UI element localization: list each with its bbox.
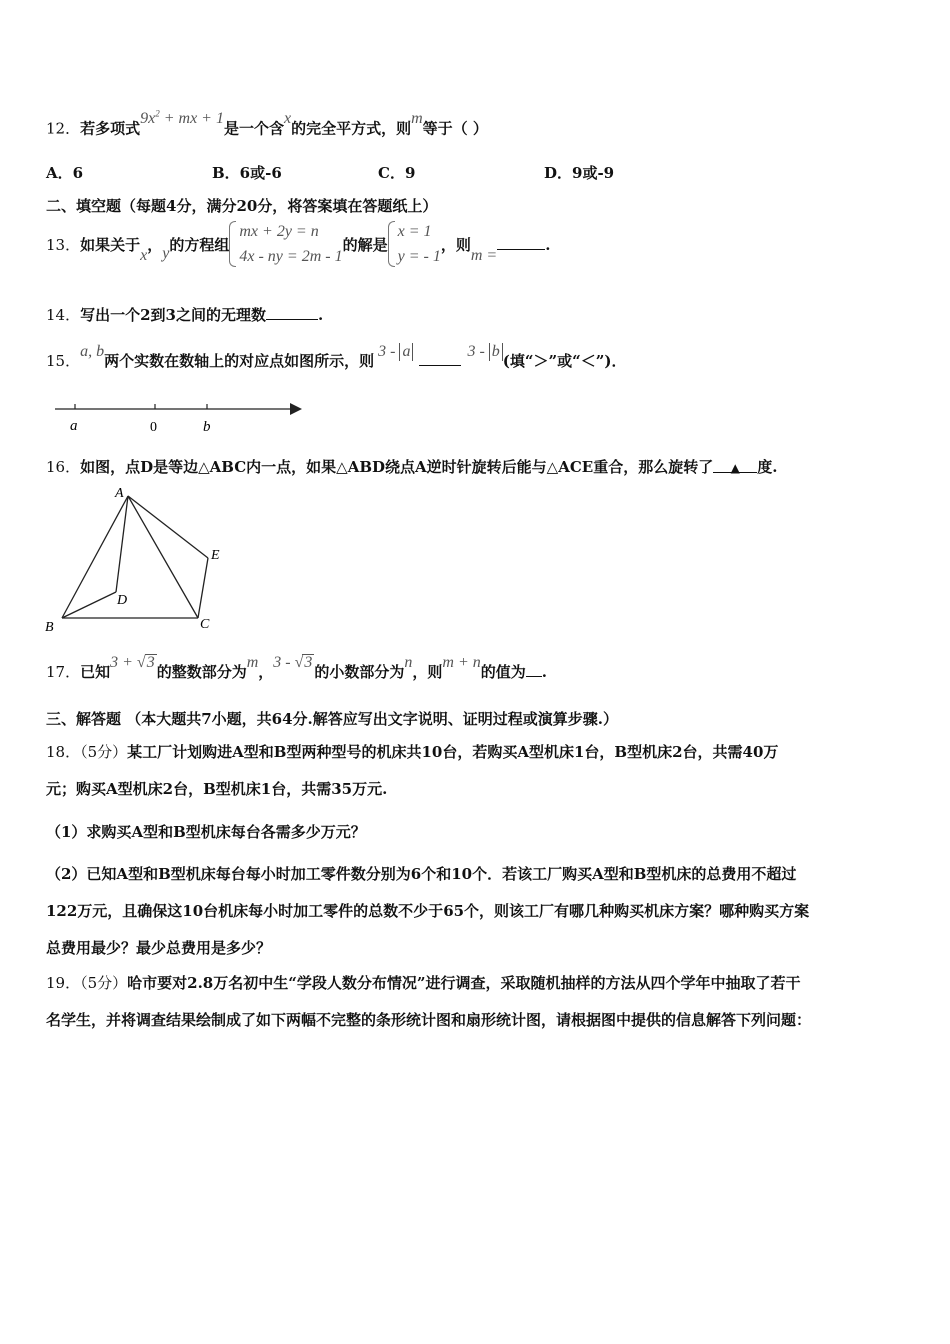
question-text: 的方程组 — [169, 236, 230, 254]
vertex-label-e: E — [211, 548, 220, 563]
question-text: 写出一个2到3之间的无理数 — [80, 306, 266, 324]
question-number: 13． — [46, 236, 81, 254]
question-number: 16． — [46, 458, 81, 476]
vertex-label-b: B — [45, 620, 54, 634]
question-number: 17． — [46, 663, 81, 681]
separator: ， — [147, 236, 163, 254]
triangle-figure — [40, 484, 240, 634]
question-19-line-1 — [46, 973, 801, 993]
question-14 — [46, 305, 323, 325]
question-text: 若多项式 — [80, 119, 141, 138]
equation-system: mx + 2y = n 4x - ny = 2m - 1 — [229, 219, 342, 269]
question-17 — [46, 654, 548, 683]
math-expression: m + n — [442, 654, 481, 671]
question-text: ，则 — [412, 663, 443, 681]
vertex-label-c: C — [200, 617, 210, 632]
question-text: 已知 — [80, 663, 111, 681]
question-15 — [46, 343, 627, 372]
edge-ce — [198, 558, 208, 618]
question-text: 的小数部分为 — [314, 663, 405, 681]
question-text: 如果关于 — [80, 236, 141, 254]
label-b: b — [203, 419, 211, 435]
edge-ae — [128, 496, 208, 558]
answer-blank — [526, 662, 542, 677]
math-variable: n — [404, 654, 413, 671]
question-number: 14． — [46, 306, 81, 324]
triangle-marker-icon: ▲ — [730, 461, 740, 475]
label-a: a — [70, 418, 78, 434]
question-number: 19． — [46, 974, 81, 992]
period: . — [541, 663, 548, 681]
question-18-part-1: （1）求购买A型和B型机床每台各需多少万元？ — [46, 823, 366, 841]
question-number: 15． — [46, 352, 81, 370]
question-18-part-2-line-1: （2）已知A型和B型机床每台每小时加工零件数分别为6个和10个．若该工厂购买A型和B型机床的总费用不超过 — [46, 865, 797, 883]
option-a: A．6 — [46, 164, 84, 182]
question-text: 的完全平方式，则 — [291, 119, 412, 138]
period: . — [317, 306, 324, 324]
question-text: 两个实数在数轴上的对应点如图所示，则 — [104, 352, 375, 370]
number-line — [50, 395, 320, 445]
arrow-icon — [290, 403, 302, 415]
edge-ac — [128, 496, 198, 618]
math-expression: 3 - b — [467, 343, 502, 360]
question-text: 如图，点D是等边△ABC内一点，如果△ABD绕点A逆时针旋转后能与△ACE重合，那么旋转了 — [80, 458, 714, 476]
option-b: B．6或-6 — [212, 164, 282, 182]
answer-blank — [497, 235, 545, 250]
question-text: 的解是 — [342, 236, 388, 254]
math-variable: x — [140, 247, 148, 264]
question-16 — [46, 457, 777, 477]
question-18-part-2-line-3: 总费用最少？最少总费用是多少？ — [46, 939, 272, 957]
math-variable: m = — [470, 247, 498, 264]
math-expression: $9x^2$ + mx + 1 — [140, 109, 224, 128]
question-number: 18． — [46, 743, 81, 761]
question-text: 的整数部分为 — [156, 663, 247, 681]
question-18-line-1 — [46, 742, 778, 762]
answer-blank — [419, 351, 461, 366]
question-12 — [46, 109, 488, 139]
edge-ad — [116, 496, 128, 592]
math-variable: x — [283, 110, 292, 128]
answer-blank — [713, 458, 757, 473]
question-text: ，则 — [440, 236, 471, 254]
question-text: 是一个含 — [223, 119, 284, 138]
score: （5分） — [80, 974, 128, 992]
question-text: 某工厂计划购进A型和B型两种型号的机床共10台，若购买A型机床1台，B型机床2台，共需40万 — [127, 743, 779, 761]
question-text: (填“＞”或“＜”)． — [502, 352, 627, 370]
period: . — [545, 236, 551, 254]
option-d: D．9或-9 — [544, 164, 615, 182]
separator: ， — [258, 663, 274, 681]
score: （5分） — [80, 743, 128, 761]
edge-bd — [62, 592, 116, 618]
section-title: 三、解答题 （本大题共7小题，共64分.解答应写出文字说明、证明过程或演算步骤.） — [46, 710, 618, 728]
math-variable: a, b — [80, 343, 105, 360]
math-variable: m — [246, 654, 259, 671]
question-18-line-2: 元；购买A型机床2台，B型机床1台，共需35万元. — [46, 780, 388, 798]
math-variable: m — [411, 110, 423, 128]
vertex-label-a: A — [115, 486, 124, 501]
question-text: 度. — [757, 458, 778, 476]
math-expression: 3 + √3 — [110, 654, 155, 671]
question-18-part-2-line-2: 122万元，且确保这10台机床每小时加工零件的总数不少于65个，则该工厂有哪几种购买机床方案？哪种购买方案 — [46, 902, 810, 920]
question-19-line-2: 名学生，并将调查结果绘制成了如下两幅不完整的条形统计图和扇形统计图，请根据图中提供的信息解答下列问题： — [46, 1011, 812, 1029]
solution-system: x = 1 y = - 1 — [388, 219, 441, 269]
question-text: 等于（ ） — [422, 119, 488, 138]
label-0: 0 — [150, 420, 157, 435]
question-text: 哈市要对2.8万名初中生“学段人数分布情况”进行调查，采取随机抽样的方法从四个学年中抽取了若干 — [127, 974, 801, 992]
question-13 — [46, 220, 550, 271]
math-expression: 3 - √3 — [273, 654, 313, 671]
vertex-label-d: D — [117, 593, 128, 608]
question-text: 的值为 — [480, 663, 526, 681]
math-variable: y — [162, 245, 170, 262]
math-expression: 3 - a — [378, 343, 413, 360]
answer-blank — [266, 305, 318, 320]
option-c: C．9 — [378, 164, 416, 182]
question-number: 12． — [46, 119, 81, 138]
section-title: 二、填空题（每题4分，满分20分，将答案填在答题纸上） — [46, 197, 438, 215]
